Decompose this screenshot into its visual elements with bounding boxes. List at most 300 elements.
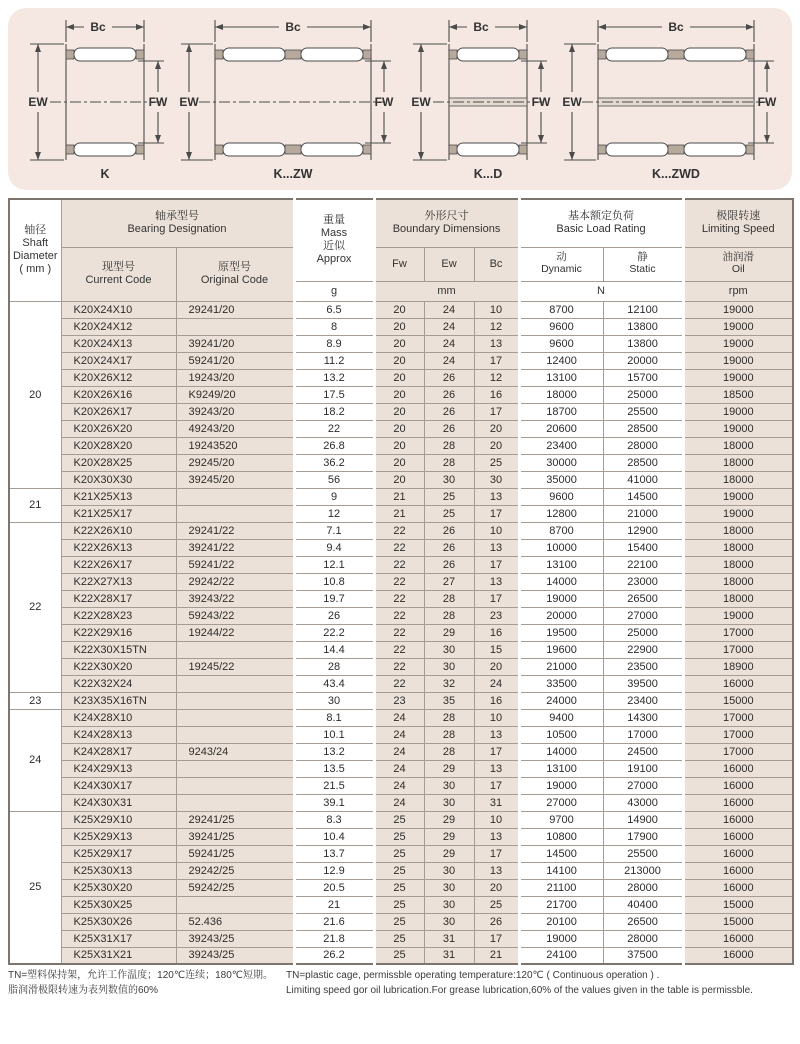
ew-cell: 28	[424, 726, 474, 743]
mass-cell: 56	[294, 471, 374, 488]
ew-cell: 25	[424, 488, 474, 505]
table-row	[9, 403, 793, 420]
ew-cell: 32	[424, 675, 474, 692]
mass-cell: 21.5	[294, 777, 374, 794]
dynamic-load-cell: 19500	[519, 624, 603, 641]
table-row	[9, 828, 793, 845]
mass-cell: 26.8	[294, 437, 374, 454]
figure-label: K	[100, 167, 110, 181]
bc-cell: 26	[474, 913, 519, 930]
oil-speed-cell: 15000	[683, 913, 793, 930]
current-code-cell: K24X28X17	[61, 743, 176, 760]
dim-label-fw: FW	[531, 95, 551, 109]
bc-cell: 31	[474, 794, 519, 811]
original-code-cell: 39243/25	[176, 930, 294, 947]
static-load-cell: 41000	[603, 471, 683, 488]
mass-cell: 12	[294, 505, 374, 522]
dynamic-load-cell: 21000	[519, 658, 603, 675]
ew-cell: 28	[424, 743, 474, 760]
mass-cell: 13.2	[294, 743, 374, 760]
original-code-cell	[176, 777, 294, 794]
original-code-cell	[176, 675, 294, 692]
dynamic-load-cell: 9600	[519, 488, 603, 505]
static-load-cell: 37500	[603, 947, 683, 964]
static-load-cell: 13800	[603, 335, 683, 352]
mass-cell: 11.2	[294, 352, 374, 369]
current-code-cell: K20X26X16	[61, 386, 176, 403]
shaft-diameter-cell: 23	[9, 692, 61, 709]
original-code-cell: 49243/20	[176, 420, 294, 437]
table-row	[9, 420, 793, 437]
original-code-cell: 59241/20	[176, 352, 294, 369]
shaft-diameter-cell: 20	[9, 301, 61, 488]
ew-cell: 29	[424, 624, 474, 641]
dynamic-load-cell: 27000	[519, 794, 603, 811]
static-load-cell: 28000	[603, 879, 683, 896]
current-code-cell: K23X35X16TN	[61, 692, 176, 709]
static-load-cell: 12100	[603, 301, 683, 318]
shaft-diameter-cell: 25	[9, 811, 61, 964]
table-row	[9, 811, 793, 828]
header-shaft-diameter: 轴径 Shaft Diameter ( mm )	[9, 199, 61, 301]
mass-cell: 19.7	[294, 590, 374, 607]
bc-cell: 10	[474, 709, 519, 726]
bc-cell: 25	[474, 896, 519, 913]
ew-cell: 30	[424, 913, 474, 930]
current-code-cell: K25X30X26	[61, 913, 176, 930]
dim-label-ew: EW	[562, 95, 583, 109]
oil-speed-cell: 16000	[683, 828, 793, 845]
footnote-en-line2: Limiting speed gor oil lubrication.For grease lubrication,60% of the values given in the table is permissble.	[286, 984, 753, 996]
table-row	[9, 352, 793, 369]
dynamic-load-cell: 24000	[519, 692, 603, 709]
current-code-cell: K25X30X25	[61, 896, 176, 913]
static-load-cell: 28000	[603, 930, 683, 947]
mass-cell: 28	[294, 658, 374, 675]
dynamic-load-cell: 10800	[519, 828, 603, 845]
ew-cell: 26	[424, 420, 474, 437]
table-row	[9, 369, 793, 386]
ew-cell: 26	[424, 386, 474, 403]
dynamic-load-cell: 12800	[519, 505, 603, 522]
mass-cell: 26.2	[294, 947, 374, 964]
static-load-cell: 15700	[603, 369, 683, 386]
original-code-cell: 29241/25	[176, 811, 294, 828]
static-load-cell: 23000	[603, 573, 683, 590]
bc-cell: 13	[474, 726, 519, 743]
mass-cell: 21.6	[294, 913, 374, 930]
fw-cell: 24	[374, 760, 424, 777]
ew-cell: 26	[424, 403, 474, 420]
figure-label: K...ZWD	[652, 167, 701, 181]
original-code-cell: 59242/25	[176, 879, 294, 896]
oil-speed-cell: 18000	[683, 590, 793, 607]
table-row	[9, 590, 793, 607]
table-row	[9, 726, 793, 743]
bc-cell: 13	[474, 760, 519, 777]
unit-n: N	[519, 281, 683, 301]
ew-cell: 30	[424, 777, 474, 794]
oil-speed-cell: 16000	[683, 930, 793, 947]
oil-speed-cell: 19000	[683, 420, 793, 437]
original-code-cell: K9249/20	[176, 386, 294, 403]
table-row	[9, 505, 793, 522]
static-load-cell: 22900	[603, 641, 683, 658]
bearing-diagram-k-zw	[175, 14, 397, 184]
oil-speed-cell: 17000	[683, 743, 793, 760]
static-load-cell: 21000	[603, 505, 683, 522]
current-code-cell: K24X30X31	[61, 794, 176, 811]
fw-cell: 25	[374, 947, 424, 964]
dim-label-bc: Bc	[89, 20, 106, 34]
mass-cell: 26	[294, 607, 374, 624]
mass-cell: 14.4	[294, 641, 374, 658]
dim-label-fw: FW	[758, 95, 777, 109]
current-code-cell: K21X25X17	[61, 505, 176, 522]
oil-speed-cell: 19000	[683, 369, 793, 386]
original-code-cell: 29242/22	[176, 573, 294, 590]
table-row	[9, 658, 793, 675]
ew-cell: 30	[424, 471, 474, 488]
bc-cell: 20	[474, 658, 519, 675]
bc-cell: 17	[474, 777, 519, 794]
dynamic-load-cell: 19600	[519, 641, 603, 658]
current-code-cell: K20X24X10	[61, 301, 176, 318]
header-mass: 重量 Mass 近似 Approx	[294, 199, 374, 281]
static-load-cell: 25000	[603, 386, 683, 403]
table-row	[9, 454, 793, 471]
oil-speed-cell: 16000	[683, 947, 793, 964]
table-row	[9, 522, 793, 539]
original-code-cell: 39241/20	[176, 335, 294, 352]
original-code-cell: 52.436	[176, 913, 294, 930]
static-load-cell: 14500	[603, 488, 683, 505]
dynamic-load-cell: 35000	[519, 471, 603, 488]
table-row	[9, 743, 793, 760]
header-original-code: 原型号 Original Code	[176, 247, 294, 301]
ew-cell: 31	[424, 930, 474, 947]
table-row	[9, 675, 793, 692]
fw-cell: 25	[374, 845, 424, 862]
table-row	[9, 692, 793, 709]
footnote-zh	[8, 969, 286, 998]
static-load-cell: 13800	[603, 318, 683, 335]
mass-cell: 22	[294, 420, 374, 437]
bc-cell: 13	[474, 573, 519, 590]
dynamic-load-cell: 18000	[519, 386, 603, 403]
table-row	[9, 301, 793, 318]
original-code-cell: 39245/20	[176, 471, 294, 488]
mass-cell: 20.5	[294, 879, 374, 896]
current-code-cell: K22X29X16	[61, 624, 176, 641]
oil-speed-cell: 18000	[683, 454, 793, 471]
fw-cell: 20	[374, 301, 424, 318]
original-code-cell	[176, 488, 294, 505]
static-load-cell: 25500	[603, 403, 683, 420]
dynamic-load-cell: 20600	[519, 420, 603, 437]
fw-cell: 25	[374, 879, 424, 896]
ew-cell: 27	[424, 573, 474, 590]
current-code-cell: K22X30X15TN	[61, 641, 176, 658]
mass-cell: 36.2	[294, 454, 374, 471]
mass-cell: 30	[294, 692, 374, 709]
bc-cell: 20	[474, 420, 519, 437]
table-row	[9, 556, 793, 573]
current-code-cell: K22X27X13	[61, 573, 176, 590]
original-code-cell: 39241/22	[176, 539, 294, 556]
footnote-en	[286, 969, 792, 998]
current-code-cell: K25X30X20	[61, 879, 176, 896]
current-code-cell: K20X24X13	[61, 335, 176, 352]
bc-cell: 23	[474, 607, 519, 624]
ew-cell: 28	[424, 437, 474, 454]
header-dynamic: 动 Dynamic	[519, 247, 603, 281]
dynamic-load-cell: 30000	[519, 454, 603, 471]
fw-cell: 24	[374, 726, 424, 743]
fw-cell: 24	[374, 777, 424, 794]
oil-speed-cell: 17000	[683, 709, 793, 726]
fw-cell: 22	[374, 590, 424, 607]
mass-cell: 10.4	[294, 828, 374, 845]
ew-cell: 29	[424, 845, 474, 862]
bearing-table	[8, 198, 794, 965]
original-code-cell: 29245/20	[176, 454, 294, 471]
dynamic-load-cell: 14500	[519, 845, 603, 862]
bc-cell: 17	[474, 556, 519, 573]
fw-cell: 25	[374, 811, 424, 828]
table-row	[9, 709, 793, 726]
oil-speed-cell: 19000	[683, 335, 793, 352]
dynamic-load-cell: 33500	[519, 675, 603, 692]
fw-cell: 20	[374, 420, 424, 437]
static-load-cell: 23400	[603, 692, 683, 709]
footnotes	[8, 969, 792, 998]
oil-speed-cell: 16000	[683, 760, 793, 777]
static-load-cell: 20000	[603, 352, 683, 369]
mass-cell: 17.5	[294, 386, 374, 403]
oil-speed-cell: 15000	[683, 896, 793, 913]
bc-cell: 13	[474, 539, 519, 556]
oil-speed-cell: 19000	[683, 301, 793, 318]
mass-cell: 18.2	[294, 403, 374, 420]
header-fw: Fw	[374, 247, 424, 281]
original-code-cell	[176, 896, 294, 913]
mass-cell: 12.1	[294, 556, 374, 573]
table-row	[9, 879, 793, 896]
static-load-cell: 27000	[603, 777, 683, 794]
table-row	[9, 641, 793, 658]
mass-cell: 13.7	[294, 845, 374, 862]
dynamic-load-cell: 19000	[519, 777, 603, 794]
fw-cell: 24	[374, 709, 424, 726]
oil-speed-cell: 16000	[683, 811, 793, 828]
mass-cell: 8.9	[294, 335, 374, 352]
table-row	[9, 488, 793, 505]
oil-speed-cell: 18900	[683, 658, 793, 675]
current-code-cell: K22X28X23	[61, 607, 176, 624]
header-current-code: 现型号 Current Code	[61, 247, 176, 301]
bc-cell: 13	[474, 488, 519, 505]
mass-cell: 39.1	[294, 794, 374, 811]
current-code-cell: K20X26X12	[61, 369, 176, 386]
current-code-cell: K25X31X17	[61, 930, 176, 947]
current-code-cell: K22X26X13	[61, 539, 176, 556]
table-row	[9, 862, 793, 879]
fw-cell: 25	[374, 828, 424, 845]
static-load-cell: 25500	[603, 845, 683, 862]
current-code-cell: K21X25X13	[61, 488, 176, 505]
oil-speed-cell: 17000	[683, 624, 793, 641]
oil-speed-cell: 18500	[683, 386, 793, 403]
ew-cell: 28	[424, 607, 474, 624]
unit-rpm: rpm	[683, 281, 793, 301]
current-code-cell: K24X28X13	[61, 726, 176, 743]
static-load-cell: 17900	[603, 828, 683, 845]
fw-cell: 22	[374, 539, 424, 556]
oil-speed-cell: 19000	[683, 505, 793, 522]
original-code-cell	[176, 760, 294, 777]
bc-cell: 25	[474, 454, 519, 471]
current-code-cell: K22X28X17	[61, 590, 176, 607]
fw-cell: 21	[374, 488, 424, 505]
current-code-cell: K22X26X17	[61, 556, 176, 573]
bc-cell: 30	[474, 471, 519, 488]
fw-cell: 20	[374, 318, 424, 335]
table-row	[9, 845, 793, 862]
dim-label-ew: EW	[27, 95, 48, 109]
oil-speed-cell: 18000	[683, 522, 793, 539]
oil-speed-cell: 19000	[683, 488, 793, 505]
bc-cell: 10	[474, 811, 519, 828]
dim-label-fw: FW	[374, 95, 394, 109]
mass-cell: 21	[294, 896, 374, 913]
oil-speed-cell: 19000	[683, 352, 793, 369]
current-code-cell: K25X29X17	[61, 845, 176, 862]
static-load-cell: 40400	[603, 896, 683, 913]
table-row	[9, 760, 793, 777]
oil-speed-cell: 16000	[683, 794, 793, 811]
header-bearing-designation: 轴承型号 Bearing Designation	[61, 199, 294, 247]
oil-speed-cell: 18000	[683, 556, 793, 573]
ew-cell: 30	[424, 896, 474, 913]
unit-mm: mm	[374, 281, 519, 301]
table-row	[9, 335, 793, 352]
fw-cell: 20	[374, 403, 424, 420]
oil-speed-cell: 18000	[683, 471, 793, 488]
dynamic-load-cell: 14000	[519, 573, 603, 590]
current-code-cell: K25X29X10	[61, 811, 176, 828]
static-load-cell: 24500	[603, 743, 683, 760]
table-row	[9, 437, 793, 454]
original-code-cell	[176, 692, 294, 709]
dynamic-load-cell: 20000	[519, 607, 603, 624]
dynamic-load-cell: 8700	[519, 522, 603, 539]
oil-speed-cell: 17000	[683, 726, 793, 743]
oil-speed-cell: 18000	[683, 573, 793, 590]
original-code-cell: 59241/22	[176, 556, 294, 573]
original-code-cell: 19243/20	[176, 369, 294, 386]
figure-label: K...ZW	[273, 167, 313, 181]
dynamic-load-cell: 12400	[519, 352, 603, 369]
bc-cell: 17	[474, 590, 519, 607]
fw-cell: 25	[374, 862, 424, 879]
dynamic-load-cell: 18700	[519, 403, 603, 420]
dim-label-bc: Bc	[285, 20, 301, 34]
header-bc: Bc	[474, 247, 519, 281]
dynamic-load-cell: 13100	[519, 760, 603, 777]
table-row	[9, 573, 793, 590]
oil-speed-cell: 17000	[683, 641, 793, 658]
static-load-cell: 15400	[603, 539, 683, 556]
original-code-cell: 29241/22	[176, 522, 294, 539]
static-load-cell: 28500	[603, 420, 683, 437]
fw-cell: 25	[374, 913, 424, 930]
original-code-cell: 29242/25	[176, 862, 294, 879]
figure-label: K...D	[473, 167, 503, 181]
fw-cell: 22	[374, 573, 424, 590]
table-row	[9, 607, 793, 624]
ew-cell: 28	[424, 709, 474, 726]
mass-cell: 10.8	[294, 573, 374, 590]
dynamic-load-cell: 24100	[519, 947, 603, 964]
fw-cell: 25	[374, 930, 424, 947]
header-oil: 油润滑 Oil	[683, 247, 793, 281]
fw-cell: 22	[374, 641, 424, 658]
dynamic-load-cell: 10500	[519, 726, 603, 743]
original-code-cell: 19243520	[176, 437, 294, 454]
ew-cell: 29	[424, 811, 474, 828]
static-load-cell: 26500	[603, 913, 683, 930]
static-load-cell: 17000	[603, 726, 683, 743]
mass-cell: 8	[294, 318, 374, 335]
mass-cell: 12.9	[294, 862, 374, 879]
dynamic-load-cell: 8700	[519, 301, 603, 318]
fw-cell: 20	[374, 369, 424, 386]
current-code-cell: K22X32X24	[61, 675, 176, 692]
bc-cell: 16	[474, 386, 519, 403]
bc-cell: 20	[474, 879, 519, 896]
oil-speed-cell: 19000	[683, 607, 793, 624]
current-code-cell: K24X28X10	[61, 709, 176, 726]
original-code-cell: 39243/25	[176, 947, 294, 964]
original-code-cell	[176, 641, 294, 658]
mass-cell: 8.3	[294, 811, 374, 828]
table-row	[9, 913, 793, 930]
current-code-cell: K25X30X13	[61, 862, 176, 879]
table-row	[9, 386, 793, 403]
bc-cell: 12	[474, 318, 519, 335]
dynamic-load-cell: 19000	[519, 590, 603, 607]
mass-cell: 9.4	[294, 539, 374, 556]
bc-cell: 17	[474, 352, 519, 369]
fw-cell: 25	[374, 896, 424, 913]
current-code-cell: K22X30X20	[61, 658, 176, 675]
table-row	[9, 930, 793, 947]
static-load-cell: 19100	[603, 760, 683, 777]
footnote-en-line1: TN=plastic cage, permissble operating temperature:120℃ ( Continuous operation ) .	[286, 970, 660, 981]
original-code-cell	[176, 794, 294, 811]
ew-cell: 29	[424, 828, 474, 845]
static-load-cell: 12900	[603, 522, 683, 539]
fw-cell: 21	[374, 505, 424, 522]
ew-cell: 31	[424, 947, 474, 964]
ew-cell: 30	[424, 658, 474, 675]
dynamic-load-cell: 9600	[519, 335, 603, 352]
ew-cell: 24	[424, 335, 474, 352]
current-code-cell: K20X24X12	[61, 318, 176, 335]
static-load-cell: 28500	[603, 454, 683, 471]
current-code-cell: K20X26X17	[61, 403, 176, 420]
